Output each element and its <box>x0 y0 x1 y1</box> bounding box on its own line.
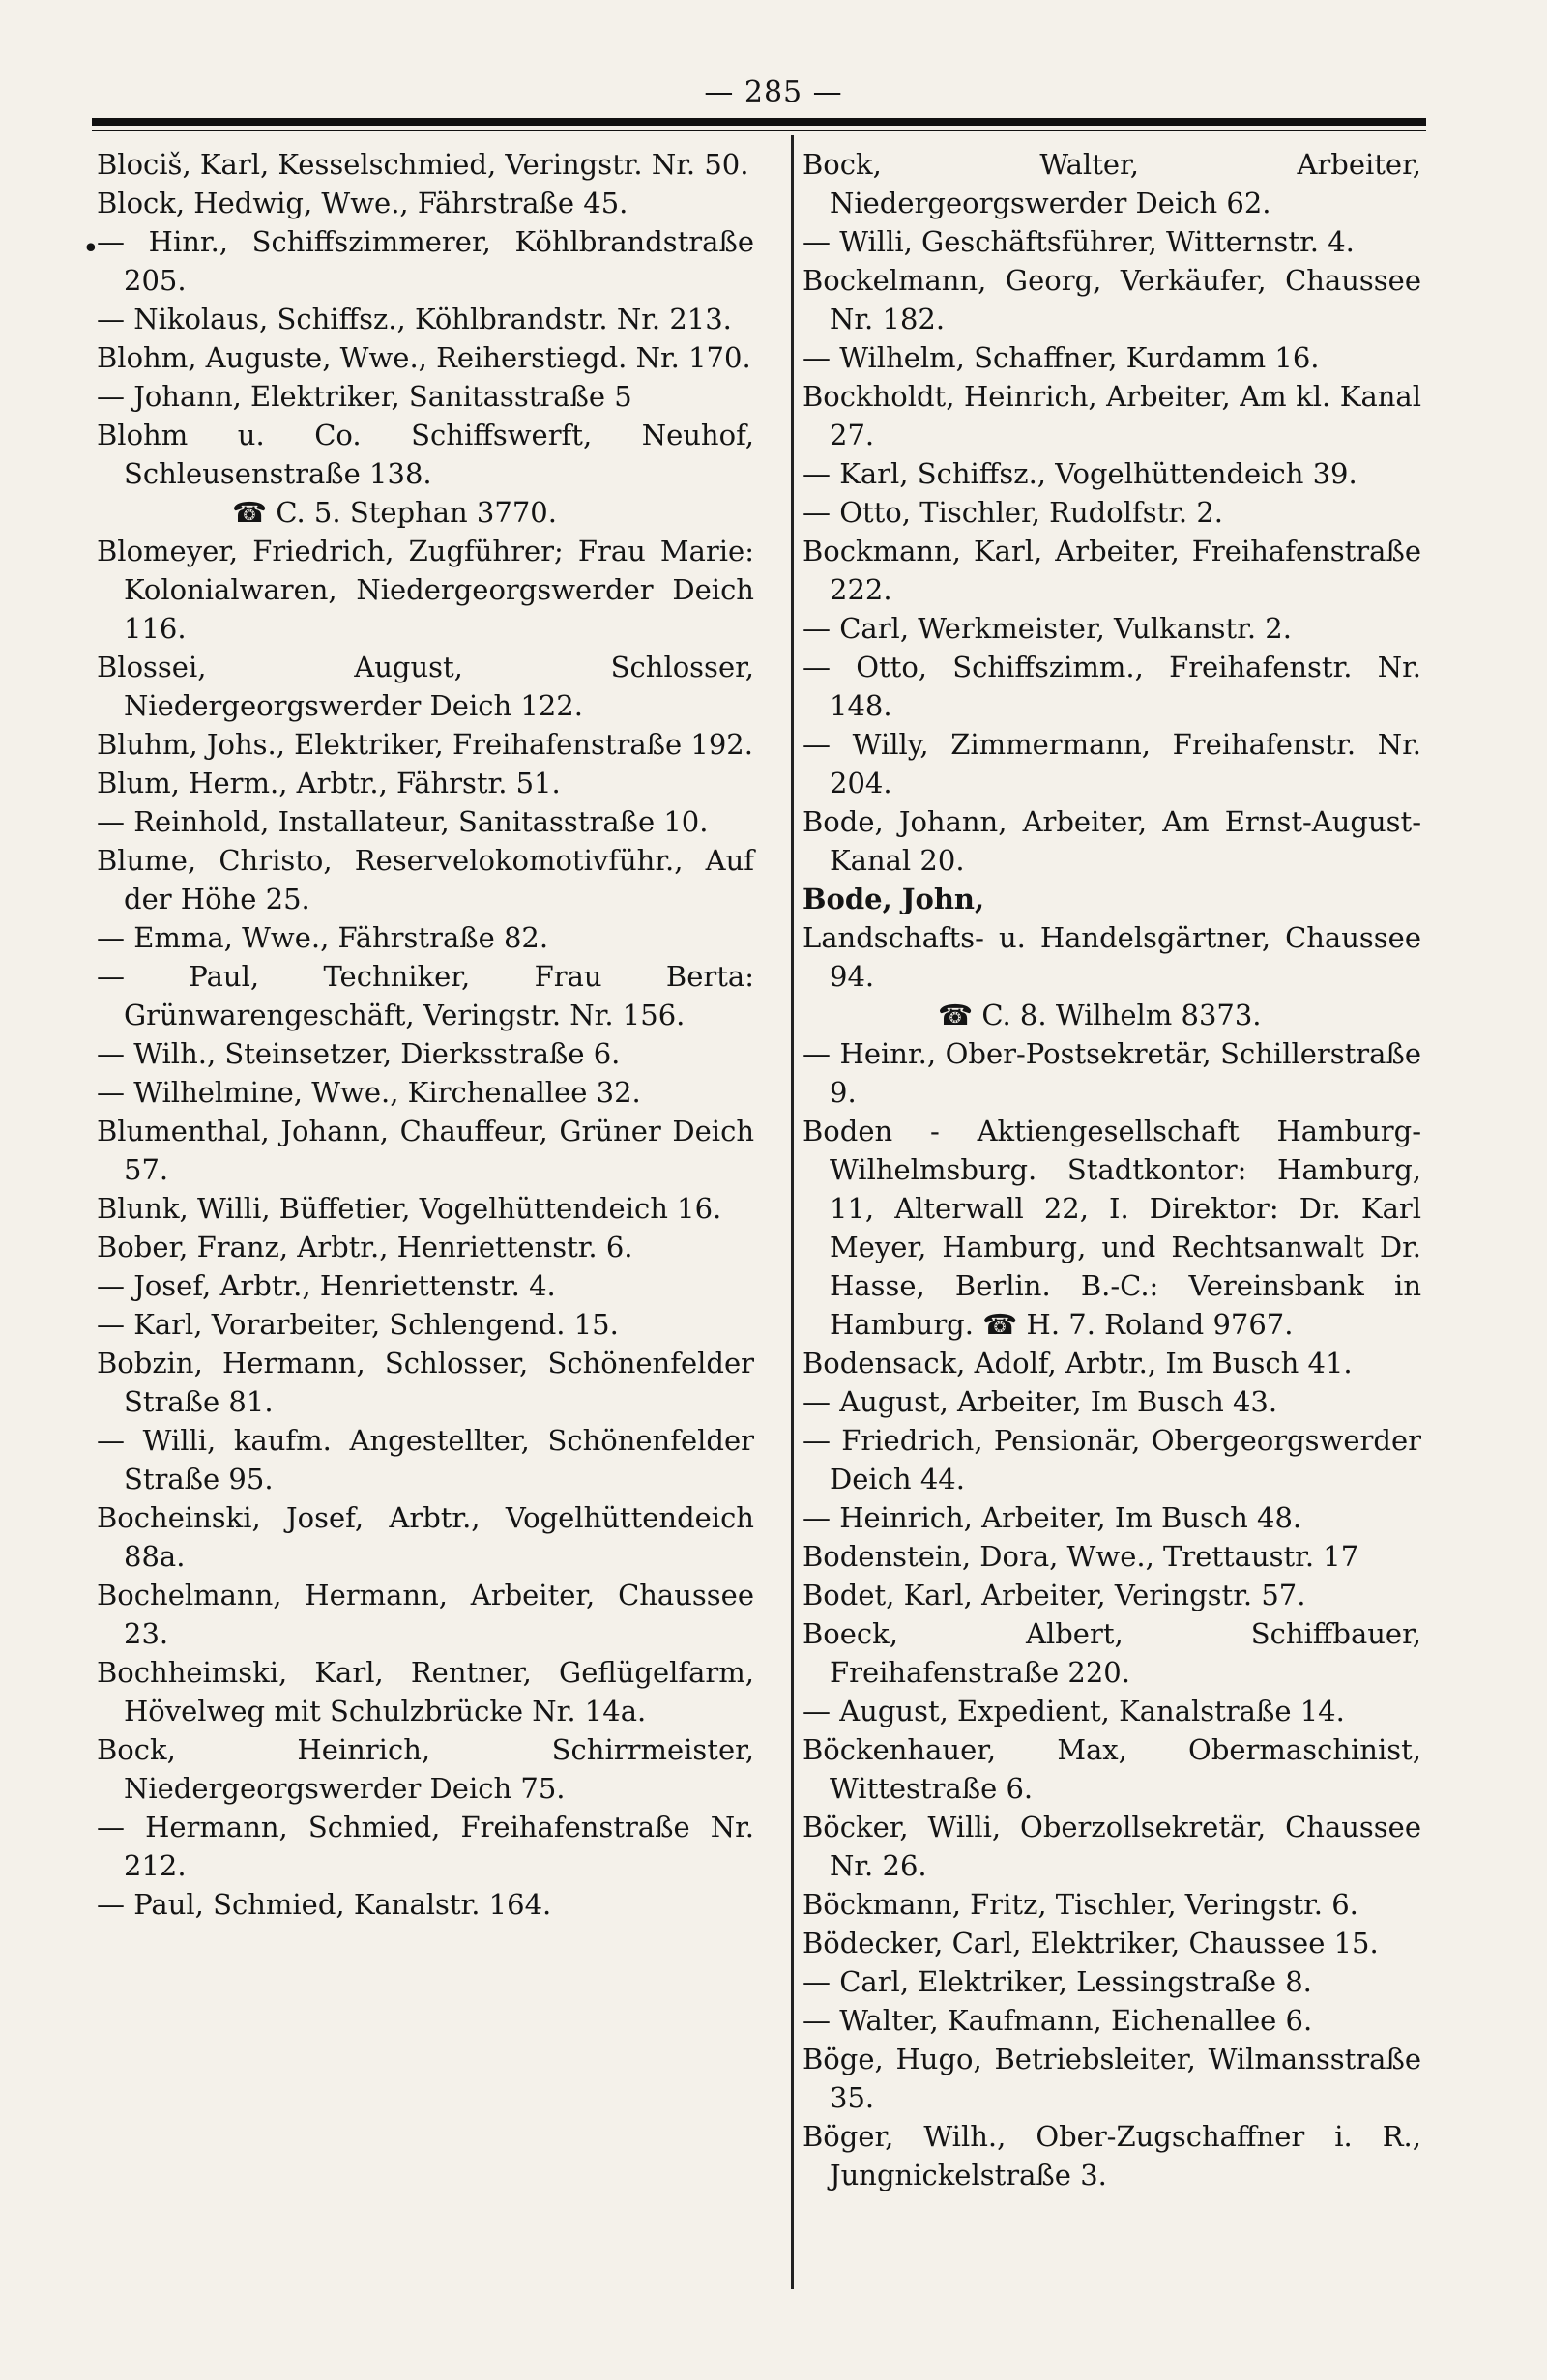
directory-entry: Bochheimski, Karl, Rentner, Geflügelfarm, Hövelweg mit Schulzbrücke Nr. 14a. <box>97 1656 754 1727</box>
directory-entry: Bockmann, Karl, Arbeiter, Freihafenstraße 222. <box>803 535 1421 606</box>
directory-entry: Bockelmann, Georg, Verkäufer, Chaussee Nr. 182. <box>803 264 1421 335</box>
directory-entry: — Reinhold, Installateur, Sanitasstraße 10. <box>97 805 709 838</box>
directory-entry: Böckmann, Fritz, Tischler, Veringstr. 6. <box>803 1888 1358 1921</box>
directory-entry: — Friedrich, Pensionär, Obergeorgswerder Deich 44. <box>803 1424 1421 1495</box>
directory-entry: Bobzin, Hermann, Schlosser, Schönenfelder Straße 81. <box>97 1347 754 1418</box>
directory-entry: — Heinrich, Arbeiter, Im Busch 48. <box>803 1501 1302 1534</box>
directory-entry: Bodenstein, Dora, Wwe., Trettaustr. 17 <box>803 1540 1359 1573</box>
directory-entry: Boden - Aktiengesellschaft Hamburg-Wilhelmsburg. Stadtkontor: Hamburg, 11, Alterwall 22, I. Direktor: Dr. Karl Meyer, Hamburg, und Rechtsanwalt Dr. Hasse, Berlin. B.-C.: Vereinsbank in Hamburg. ☎ H. 7. Roland 9767. <box>803 1115 1421 1341</box>
directory-entry: Bochelmann, Hermann, Arbeiter, Chaussee 23. <box>97 1579 754 1650</box>
column-divider <box>791 135 794 2289</box>
directory-entry: — Wilhelmine, Wwe., Kirchenallee 32. <box>97 1076 641 1109</box>
directory-entry: Blunk, Willi, Büffetier, Vogelhüttendeich 16. <box>97 1192 722 1225</box>
directory-entry: Boeck, Albert, Schiffbauer, Freihafenstraße 220. <box>803 1617 1421 1689</box>
directory-entry: — Nikolaus, Schiffsz., Köhlbrandstr. Nr. 213. <box>97 303 732 335</box>
directory-entry: — Carl, Werkmeister, Vulkanstr. 2. <box>803 612 1292 645</box>
header-rule-thick <box>92 118 1426 126</box>
directory-entry: Blohm u. Co. Schiffswerft, Neuhof, Schleusenstraße 138. <box>97 419 754 490</box>
directory-entry: Blomeyer, Friedrich, Zugführer; Frau Marie: Kolonialwaren, Niedergeorgswerder Deich 116. <box>97 535 754 645</box>
right-column <box>803 145 1421 2194</box>
directory-entry: — Josef, Arbtr., Henriettenstr. 4. <box>97 1269 556 1302</box>
directory-entry: Landschafts- u. Handelsgärtner, Chaussee 94. <box>803 921 1421 993</box>
directory-entry: Blociš, Karl, Kesselschmied, Veringstr. Nr. 50. <box>97 148 749 181</box>
directory-entry: Bödecker, Carl, Elektriker, Chaussee 15. <box>803 1927 1379 1959</box>
directory-entry: Bodensack, Adolf, Arbtr., Im Busch 41. <box>803 1347 1353 1379</box>
page-number: — 285 — <box>704 75 843 109</box>
directory-entry: — Paul, Schmied, Kanalstr. 164. <box>97 1888 552 1921</box>
directory-entry: — Otto, Tischler, Rudolfstr. 2. <box>803 496 1224 529</box>
directory-entry: Bockholdt, Heinrich, Arbeiter, Am kl. Kanal 27. <box>803 380 1421 451</box>
directory-entry: — Wilhelm, Schaffner, Kurdamm 16. <box>803 341 1320 374</box>
directory-entry: — Karl, Vorarbeiter, Schlengend. 15. <box>97 1308 619 1341</box>
directory-entry: — Willi, Geschäftsführer, Witternstr. 4. <box>803 225 1355 258</box>
directory-entry: Bodet, Karl, Arbeiter, Veringstr. 57. <box>803 1579 1306 1611</box>
directory-entry: Bocheinski, Josef, Arbtr., Vogelhüttendeich 88a. <box>97 1501 754 1573</box>
directory-entry: Böger, Wilh., Ober-Zugschaffner i. R., Jungnickelstraße 3. <box>803 2120 1421 2191</box>
directory-entry: Bluhm, Johs., Elektriker, Freihafenstraße 192. <box>97 728 753 761</box>
directory-entry: — Willy, Zimmermann, Freihafenstr. Nr. 204. <box>803 728 1421 799</box>
directory-entry: Blohm, Auguste, Wwe., Reiherstiegd. Nr. 170. <box>97 341 751 374</box>
directory-entry: Böge, Hugo, Betriebsleiter, Wilmansstraße 35. <box>803 2043 1421 2114</box>
directory-entry: Bode, Johann, Arbeiter, Am Ernst-August-Kanal 20. <box>803 805 1421 877</box>
directory-entry: Bock, Walter, Arbeiter, Niedergeorgswerder Deich 62. <box>803 148 1421 219</box>
directory-entry: — Wilh., Steinsetzer, Dierksstraße 6. <box>97 1037 621 1070</box>
directory-entry: ☎ C. 8. Wilhelm 8373. <box>938 999 1262 1031</box>
directory-entry: — Hermann, Schmied, Freihafenstraße Nr. 212. <box>97 1811 754 1882</box>
left-column <box>97 145 754 1924</box>
directory-entry: Block, Hedwig, Wwe., Fährstraße 45. <box>97 187 628 219</box>
directory-entry: Böcker, Willi, Oberzollsekretär, Chaussee Nr. 26. <box>803 1811 1421 1882</box>
directory-entry: Blume, Christo, Reservelokomotivführ., Auf der Höhe 25. <box>97 844 754 915</box>
directory-entry: — Karl, Schiffsz., Vogelhüttendeich 39. <box>803 457 1357 490</box>
directory-entry: — Paul, Techniker, Frau Berta: Grünwarengeschäft, Veringstr. Nr. 156. <box>97 960 754 1031</box>
directory-entry: Blum, Herm., Arbtr., Fährstr. 51. <box>97 767 561 799</box>
directory-entry: — Willi, kaufm. Angestellter, Schönenfelder Straße 95. <box>97 1424 754 1495</box>
directory-entry: — Hinr., Schiffszimmerer, Köhlbrandstraße 205. <box>97 225 754 297</box>
directory-entry: Blossei, August, Schlosser, Niedergeorgswerder Deich 122. <box>97 651 754 722</box>
directory-entry: ☎ C. 5. Stephan 3770. <box>232 496 557 529</box>
directory-entry: Bode, John, <box>803 883 985 915</box>
directory-entry: — August, Expedient, Kanalstraße 14. <box>803 1695 1345 1727</box>
directory-entry: Bober, Franz, Arbtr., Henriettenstr. 6. <box>97 1231 633 1263</box>
directory-entry: — Johann, Elektriker, Sanitasstraße 5 <box>97 380 632 413</box>
directory-entry: — Carl, Elektriker, Lessingstraße 8. <box>803 1965 1312 1998</box>
directory-entry: — Walter, Kaufmann, Eichenallee 6. <box>803 2004 1313 2037</box>
margin-bullet: • <box>82 232 100 266</box>
directory-entry: — August, Arbeiter, Im Busch 43. <box>803 1385 1278 1418</box>
directory-entry: Bock, Heinrich, Schirrmeister, Niedergeorgswerder Deich 75. <box>97 1733 754 1805</box>
header-rule-thin <box>92 130 1426 131</box>
directory-entry: — Heinr., Ober-Postsekretär, Schillerstraße 9. <box>803 1037 1421 1109</box>
directory-entry: Böckenhauer, Max, Obermaschinist, Wittestraße 6. <box>803 1733 1421 1805</box>
directory-entry: — Emma, Wwe., Fährstraße 82. <box>97 921 549 954</box>
directory-entry: Blumenthal, Johann, Chauffeur, Grüner Deich 57. <box>97 1115 754 1186</box>
directory-entry: — Otto, Schiffszimm., Freihafenstr. Nr. 148. <box>803 651 1421 722</box>
